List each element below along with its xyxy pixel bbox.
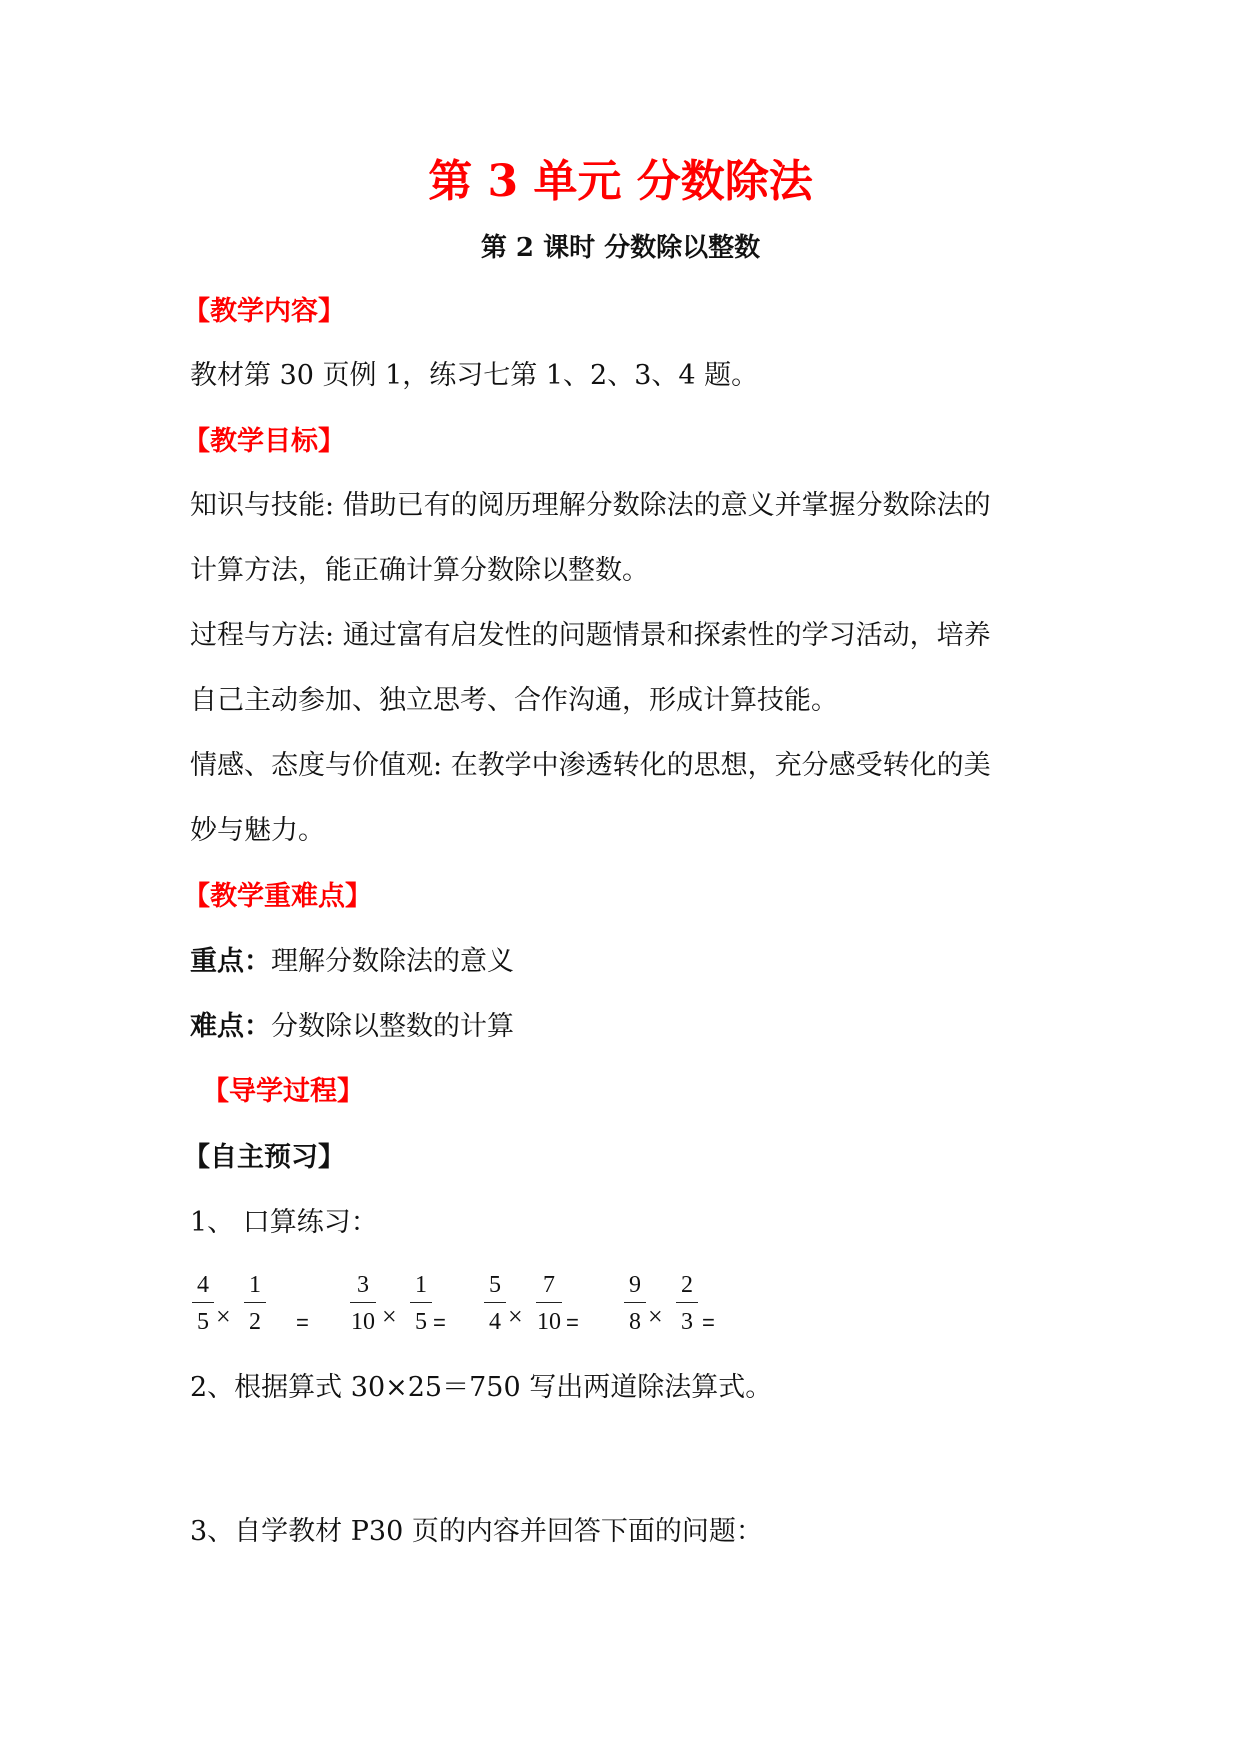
fraction: 2 3 xyxy=(674,1272,700,1335)
fraction: 7 10 xyxy=(537,1272,561,1335)
hard-point xyxy=(190,1007,514,1047)
equals-sign: = xyxy=(433,1310,446,1335)
fraction: 1 5 xyxy=(408,1272,434,1335)
self-study-heading: 【自主预习】 xyxy=(183,1142,345,1173)
equals-sign: = xyxy=(702,1310,715,1335)
lesson-subtitle: 第 2 课时 分数除以整数 xyxy=(480,233,761,263)
goals-line: 情感、态度与价值观: 在教学中渗透转化的思想，充分感受转化的美 xyxy=(190,750,991,781)
fraction-exercises xyxy=(190,1272,750,1342)
question-1: 1、 口算练习： xyxy=(190,1207,378,1238)
equals-sign: = xyxy=(296,1310,309,1335)
difficulty-heading: 【教学重难点】 xyxy=(183,881,372,912)
times-sign: × xyxy=(382,1302,397,1331)
fraction: 9 8 xyxy=(622,1272,648,1335)
goals-line: 妙与魅力。 xyxy=(190,815,325,846)
fraction: 4 5 xyxy=(190,1272,216,1335)
equals-sign: = xyxy=(566,1310,579,1335)
goals-line: 知识与技能: 借助已有的阅历理解分数除法的意义并掌握分数除法的 xyxy=(190,490,991,521)
hard-point-text: 分数除以整数的计算 xyxy=(271,1011,514,1042)
fraction: 3 10 xyxy=(351,1272,375,1335)
content-heading: 【教学内容】 xyxy=(183,296,345,327)
fraction: 5 4 xyxy=(482,1272,508,1335)
question-2: 2、根据算式 30×25＝750 写出两道除法算式。 xyxy=(190,1372,773,1403)
times-sign: × xyxy=(648,1302,663,1331)
goals-line: 自己主动参加、独立思考、合作沟通，形成计算技能。 xyxy=(190,685,838,716)
key-point-label: 重点： xyxy=(190,946,271,977)
hard-point-label: 难点： xyxy=(190,1011,271,1042)
process-heading: 【导学过程】 xyxy=(202,1076,364,1107)
goals-heading: 【教学目标】 xyxy=(183,426,345,457)
content-text: 教材第 30 页例 1，练习七第 1、2、3、4 题。 xyxy=(190,360,759,391)
page-title: 第 3 单元 分数除法 xyxy=(428,156,813,207)
key-point xyxy=(190,942,514,982)
question-3: 3、自学教材 P30 页的内容并回答下面的问题： xyxy=(190,1516,763,1547)
key-point-text: 理解分数除法的意义 xyxy=(271,946,514,977)
fraction: 1 2 xyxy=(242,1272,268,1335)
times-sign: × xyxy=(508,1302,523,1331)
times-sign: × xyxy=(216,1302,231,1331)
goals-line: 计算方法，能正确计算分数除以整数。 xyxy=(190,555,649,586)
goals-line: 过程与方法: 通过富有启发性的问题情景和探索性的学习活动，培养 xyxy=(190,620,991,651)
